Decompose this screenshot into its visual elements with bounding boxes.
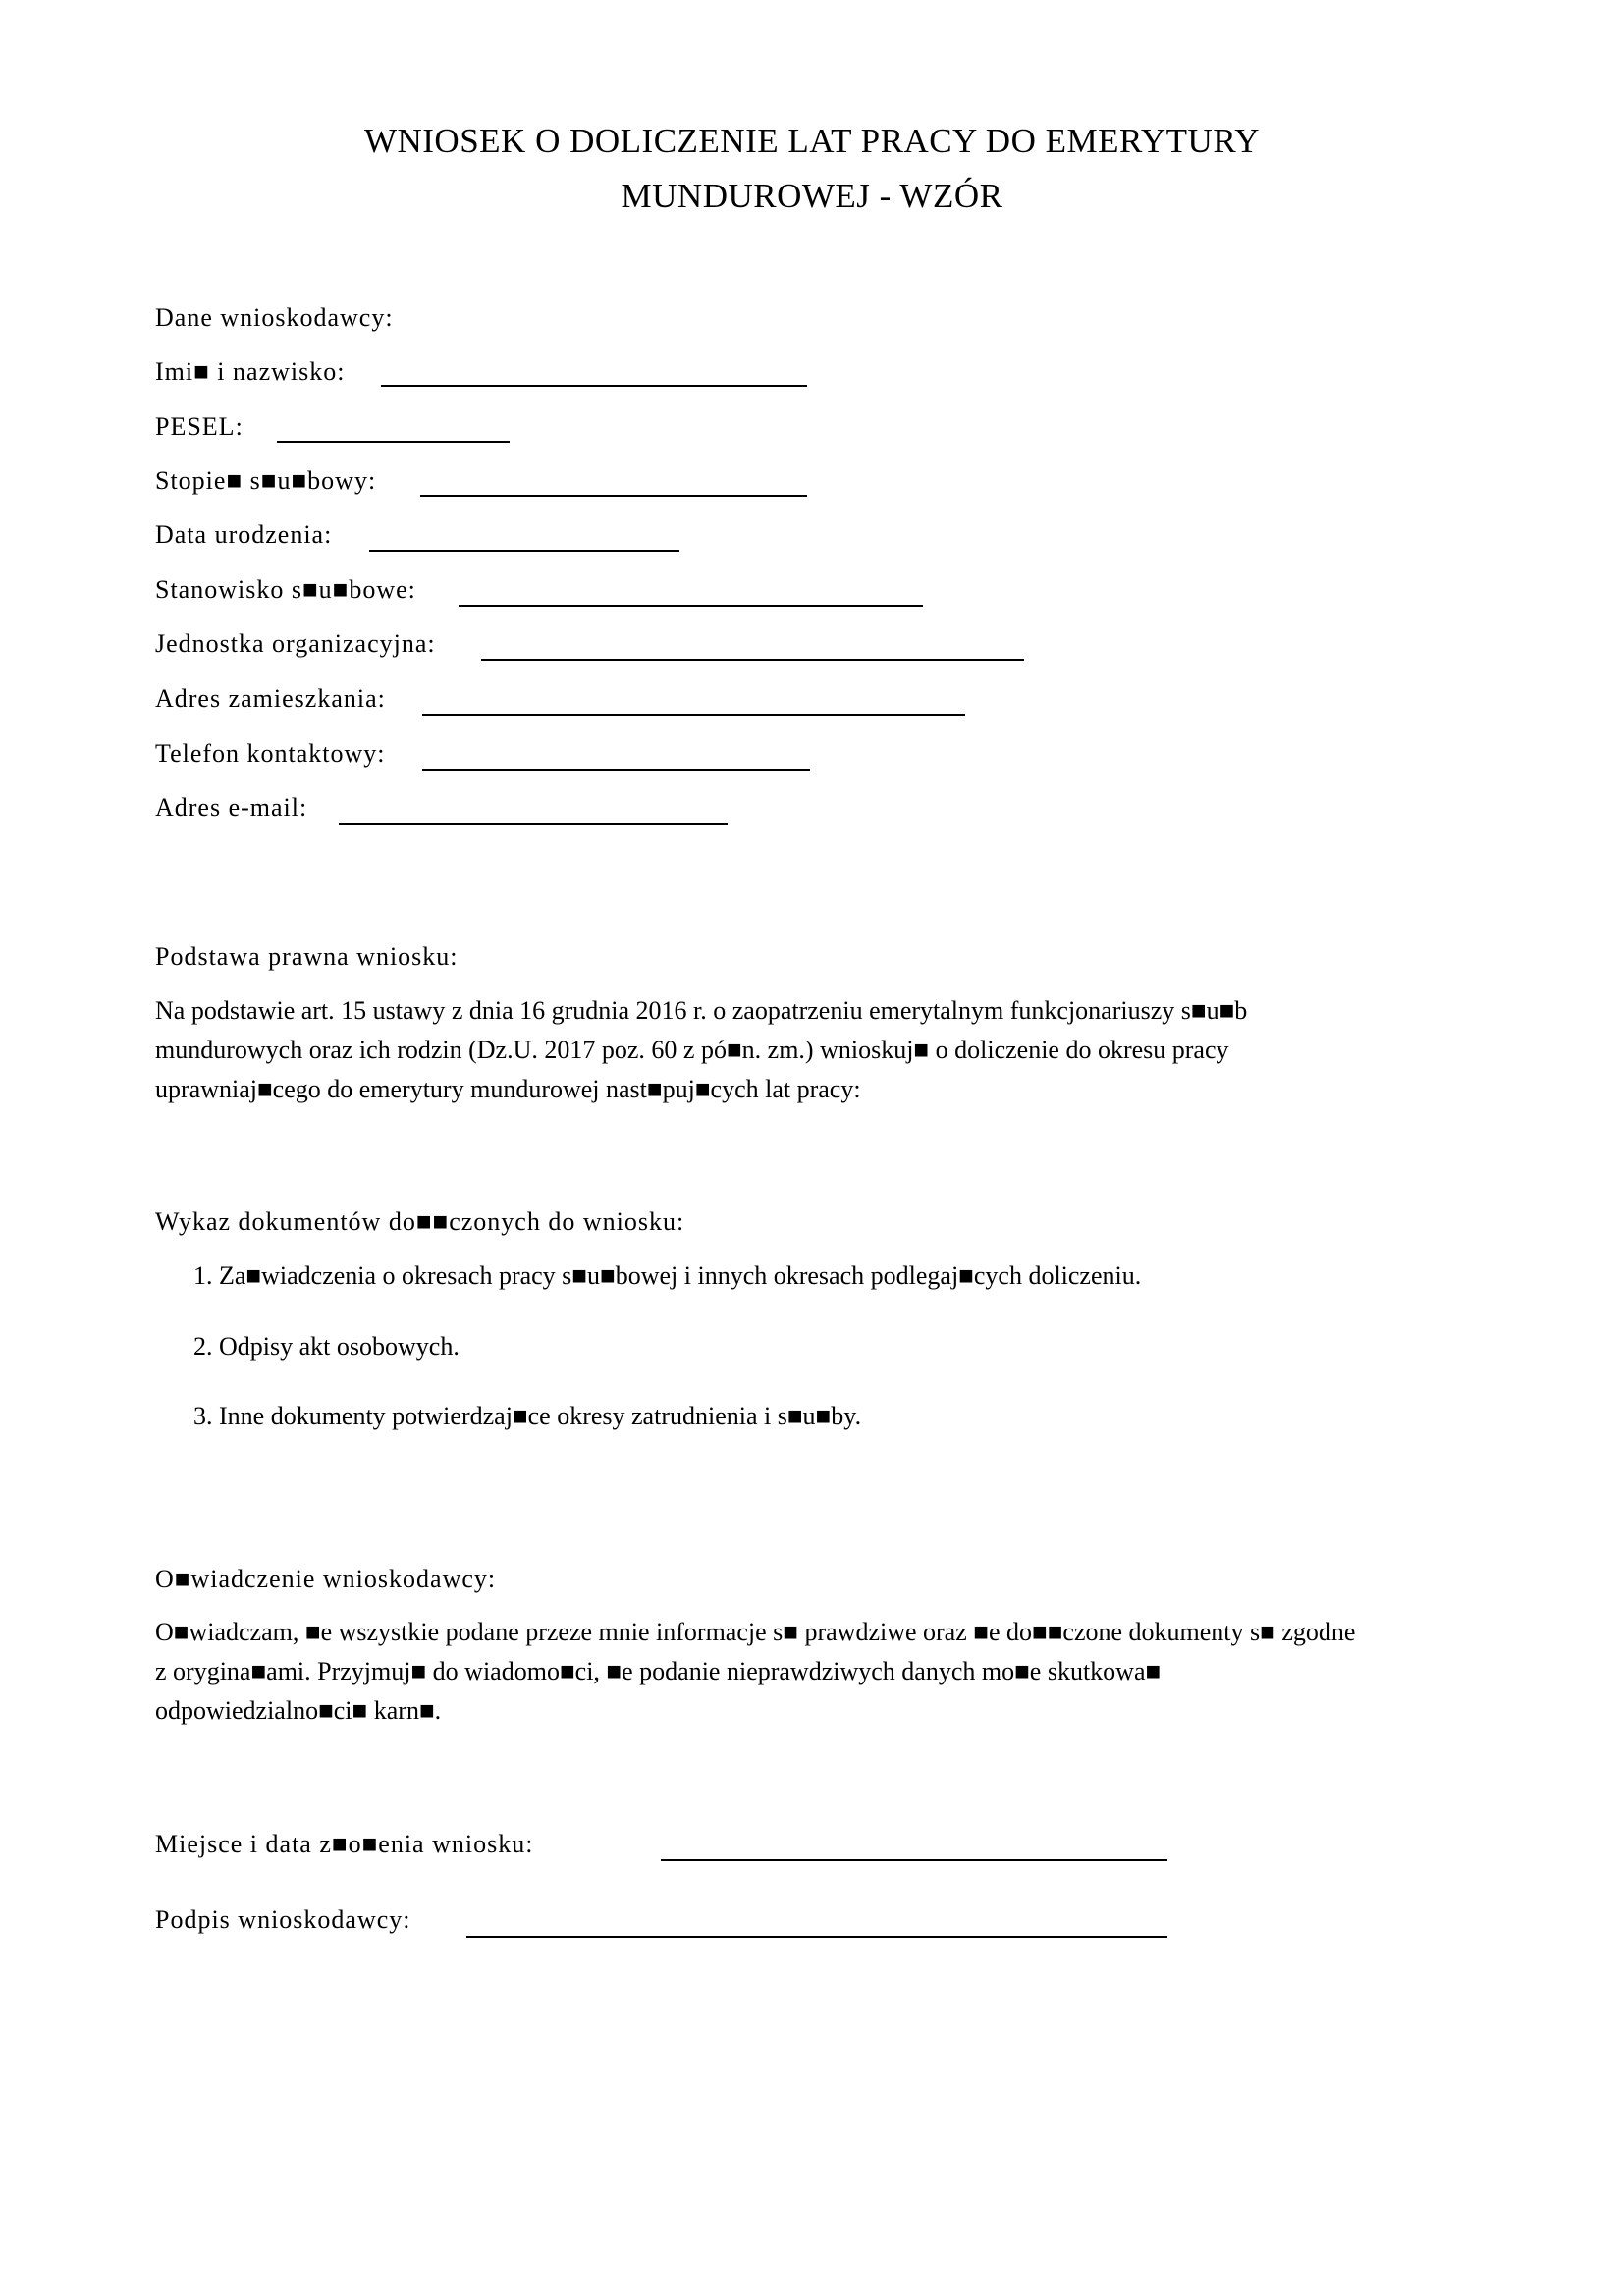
email-field-line[interactable] [339,823,728,825]
legal-basis-line: uprawniaj■cego do emerytury mundurowej nast■puj■cych lat pracy: [155,1075,861,1103]
place-date-label: Miejsce i data z■o■enia wniosku: [155,1830,534,1858]
pesel-field-label: PESEL: [155,412,244,441]
phone-field-line[interactable] [422,769,810,771]
document-title-line-2: MUNDUROWEJ - WZÓR [621,177,1003,215]
place-date-line[interactable] [661,1859,1167,1861]
address-field-label: Adres zamieszkania: [155,684,386,713]
address-field-line[interactable] [422,714,965,716]
attachment-item: 3. Inne dokumenty potwierdzaj■ce okresy zatrudnienia i s■u■by. [193,1402,862,1430]
legal-basis-heading: Podstawa prawna wniosku: [155,942,459,971]
attachments-heading: Wykaz dokumentów do■■czonych do wniosku: [155,1207,685,1236]
applicant-section-heading: Dane wnioskodawcy: [155,303,394,332]
declaration-line: odpowiedzialno■ci■ karn■. [155,1696,442,1725]
declaration-line: O■wiadczam, ■e wszystkie podane przeze mnie informacje s■ prawdziwe oraz ■e do■■czone dokumenty s■ zgodne [155,1618,1356,1646]
phone-field-label: Telefon kontaktowy: [155,739,386,768]
birth-date-field-label: Data urodzenia: [155,520,333,549]
declaration-heading: O■wiadczenie wnioskodawcy: [155,1565,497,1593]
signature-line[interactable] [466,1936,1167,1938]
name-field-label: Imi■ i nazwisko: [155,357,346,386]
rank-field-line[interactable] [420,495,807,497]
position-field-line[interactable] [459,605,923,607]
birth-date-field-line[interactable] [369,550,679,552]
declaration-line: z orygina■ami. Przyjmuj■ do wiadomo■ci, ■e podanie nieprawdziwych danych mo■e skutkowa■ [155,1657,1162,1685]
name-field-line[interactable] [381,385,807,387]
attachment-item: 2. Odpisy akt osobowych. [193,1332,460,1361]
document-title-line-1: WNIOSEK O DOLICZENIE LAT PRACY DO EMERYTURY [363,122,1261,160]
position-field-label: Stanowisko s■u■bowe: [155,575,416,604]
signature-label: Podpis wnioskodawcy: [155,1905,411,1934]
email-field-label: Adres e-mail: [155,793,308,822]
legal-basis-paragraph [155,991,1510,1109]
rank-field-label: Stopie■ s■u■bowy: [155,466,377,495]
attachment-item: 1. Za■wiadczenia o okresach pracy s■u■bowej i innych okresach podlegaj■cych doliczeniu. [193,1261,1142,1290]
legal-basis-line: mundurowych oraz ich rodzin (Dz.U. 2017 poz. 60 z pó■n. zm.) wnioskuj■ o doliczenie do okresu pracy [155,1036,1229,1064]
unit-field-label: Jednostka organizacyjna: [155,629,436,658]
pesel-field-line[interactable] [277,441,510,443]
unit-field-line[interactable] [481,659,1024,661]
legal-basis-line: Na podstawie art. 15 ustawy z dnia 16 grudnia 2016 r. o zaopatrzeniu emerytalnym funkcjonariuszy s■u■b [155,996,1248,1025]
declaration-paragraph [155,1613,1510,1731]
